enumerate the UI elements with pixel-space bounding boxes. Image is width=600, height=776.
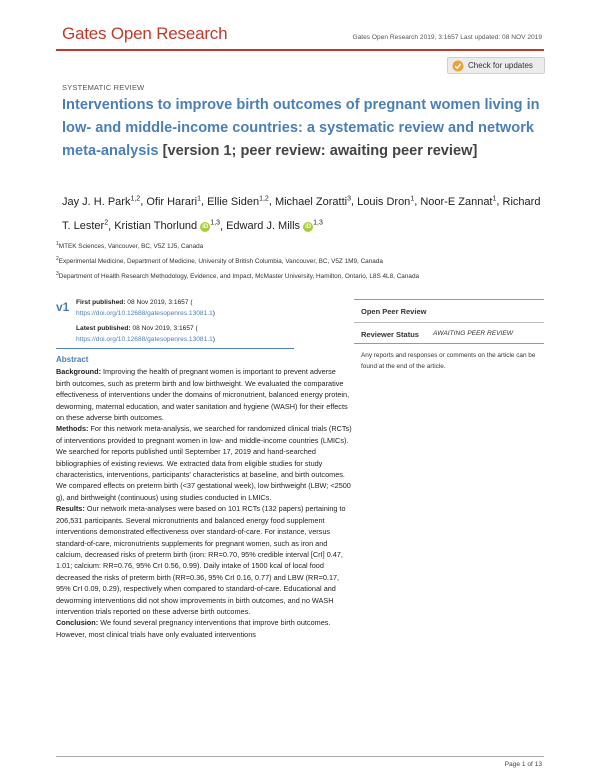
open-peer-review-title: Open Peer Review <box>361 307 427 316</box>
latest-published: Latest published: 08 Nov 2019, 3:1657 ( <box>76 325 198 332</box>
author[interactable]: Kristian Thorlund iD$^{1,3}$ <box>114 219 220 233</box>
title-version: [version 1; peer review: awaiting peer review] <box>162 143 478 159</box>
first-published-doi-link[interactable]: https://doi.org/10.12688/gatesopenres.13081.1 <box>76 309 213 317</box>
reviewer-status-label: Reviewer Status <box>361 330 419 339</box>
page-header <box>0 0 600 48</box>
abstract-methods: Methods: For this network meta-analysis, we searched for randomized clinical trials (RCTs) of interventions provided to pregnant women in low- and middle-income countries (LMICs). We searched for reports published until September 17, 2019 and hand-searched bibliographies of existing reviews. We extracted data from eligible studies for study characteristics, interventions, participants' characteristics at baseline, and birth outcomes. We compared effects on preterm birth (<37 gestational week), low birthweight (LBW; <2500 g), and birthweight (continuous) using studies conducted in LMICs. <box>56 424 352 502</box>
article-type: SYSTEMATIC REVIEW <box>62 83 145 92</box>
abstract-rule <box>56 348 294 349</box>
affiliations <box>56 238 546 283</box>
abstract <box>56 354 352 640</box>
title-main: Interventions to improve birth outcomes of pregnant women living in low- and middle-income countries: a systematic review and network meta-analysis <box>62 97 540 159</box>
peer-review-note: Any reports and responses or comments on the article can be found at the end of the article. <box>361 352 536 370</box>
author[interactable]: Michael Zoratti$^3$ <box>274 195 351 208</box>
journal-name: Gates Open Research <box>62 24 228 43</box>
affiliation-2: $^2$Experimental Medicine, Department of Medicine, University of British Columbia, Vancouver, BC, V5Z 1M9, Canada <box>56 256 383 266</box>
orcid-icon[interactable]: iD <box>305 224 312 231</box>
page-number: Page 1 of 13 <box>504 761 542 768</box>
first-published: First published: 08 Nov 2019, 3:1657 ( <box>76 299 193 306</box>
author[interactable]: Louis Dron$^1$ <box>357 195 415 208</box>
author[interactable]: Ofir Harari$^1$ <box>146 195 201 208</box>
check-for-updates-label: Check for updates <box>468 61 533 70</box>
orcid-icon[interactable]: iD <box>202 224 209 231</box>
citation-line: Gates Open Research 2019, 3:1657 Last updated: 08 NOV 2019 <box>352 34 542 41</box>
publication-info: First published: 08 Nov 2019, 3:1657 ( https://doi.org/10.12688/gatesopenres.13081.1) Latest published: 08 Nov 2019, 3:1657 ( https://doi.org/10.12688/gatesopenres.13081.1) <box>76 298 286 345</box>
author[interactable]: Jay J. H. Park$^{1,2}$ <box>62 195 141 208</box>
author[interactable]: Ellie Siden$^{1,2}$ <box>207 195 269 208</box>
version-badge: v1 <box>56 300 70 314</box>
peer-review-rule-mid <box>354 322 544 323</box>
reviewer-status-value: AWAITING PEER REVIEW <box>433 330 513 337</box>
author[interactable]: Richard T. Lester$^2$ <box>62 195 541 233</box>
abstract-heading: Abstract <box>56 355 89 364</box>
article-title <box>62 94 542 163</box>
check-for-updates-button[interactable] <box>447 57 545 74</box>
footer-rule <box>56 756 544 757</box>
affiliation-1: $^1$MTEK Sciences, Vancouver, BC, V5Z 1J5, Canada <box>56 241 204 251</box>
latest-published-doi-link[interactable]: https://doi.org/10.12688/gatesopenres.13081.1 <box>76 335 213 343</box>
header-rule <box>56 49 544 51</box>
peer-review-rule-top <box>354 299 544 300</box>
author[interactable]: Noor-E Zannat$^1$ <box>420 195 497 208</box>
author[interactable]: Edward J. Mills iD$^{1,3}$ <box>226 219 323 233</box>
affiliation-3: $^3$Department of Health Research Methodology, Evidence, and Impact, McMaster University, Hamilton, Ontario, L8S 4L8, Canada <box>56 271 420 281</box>
peer-review-rule-bottom <box>354 343 544 344</box>
abstract-conclusion: Conclusion: We found several pregnancy interventions that improve birth outcomes. However, most clinical trials have only evaluated interventions <box>56 618 331 639</box>
abstract-background: Background: Improving the health of pregnant women is important to prevent adverse birth outcomes, such as preterm birth and low birthweight. We evaluated the comparative effectiveness of interventions under the domains of micronutrient, balanced energy protein, deworming, maternal education, and water sanitation and hygiene (WASH) for their effects on these adverse birth outcomes. <box>56 367 350 423</box>
crossmark-icon <box>452 60 464 72</box>
author-list: Jay J. H. Park$^{1,2}$, Ofir Harari$^1$, Ellie Siden$^{1,2}$, Michael Zoratti$^3$, Louis Dron$^1$, Noor-E Zannat$^1$, Richard T. Lester$^2$, Kristian Thorlund iD$^{1,3}$, Edward J. Mills iD$^{1,3}$ <box>62 195 541 233</box>
abstract-results: Results: Our network meta-analyses were based on 101 RCTs (132 papers) pertaining to 206,531 participants. Several micronutrients and balanced energy food supplement interventions demonstrated effectiveness over standard-of-care. For instance, versus standard-of-care, micronutrients supplements for pregnant women, such as iron and calcium, decreased risks of preterm birth (iron: RR=0.70, 95% credible interval [CrI] 0.47, 1.01; calcium: RR=0.76, 95% CrI 0.56, 0.99). Daily intake of 1500 kcal of local food decreased the risks of preterm birth (RR=0.36, 95% CrI 0.16, 0.77) and LBW (RR=0.17, 95% CrI 0.09, 0.29), respectively when compared to standard-of-care. Educational and deworming interventions did not show improvements in birth outcomes, and no WASH intervention trials reported on these adverse birth outcomes. <box>56 504 346 616</box>
